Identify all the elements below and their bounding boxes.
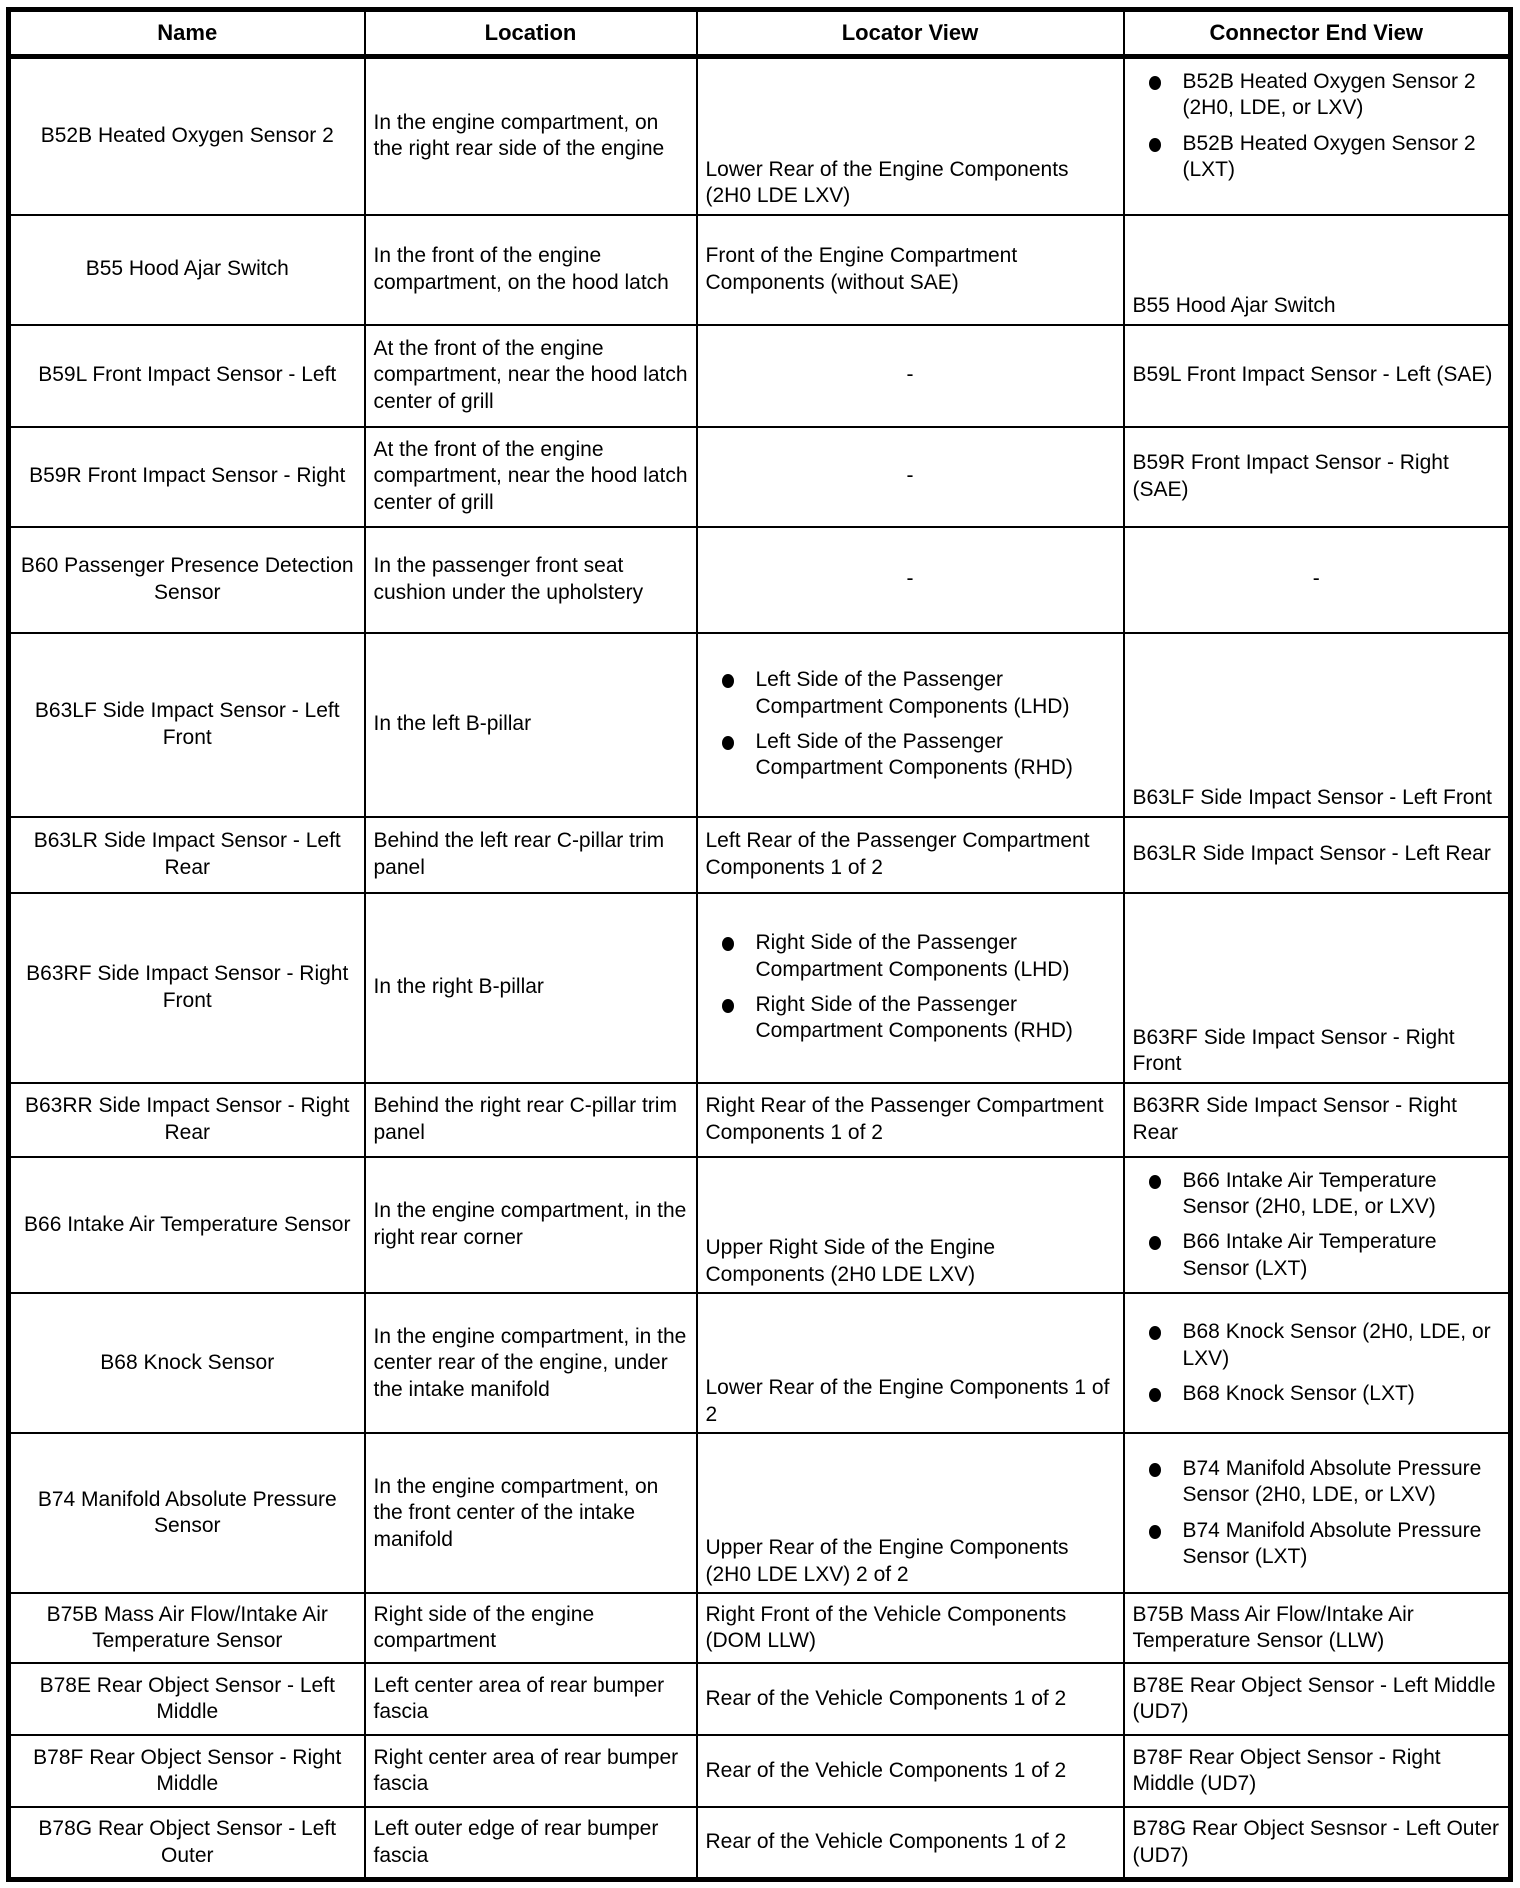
table-row xyxy=(9,1735,1511,1807)
locator-view-cell xyxy=(697,817,1124,893)
locator-view-cell xyxy=(697,215,1124,325)
location-text: Left center area of rear bumper fascia xyxy=(373,1673,665,1724)
location-cell xyxy=(365,1807,697,1879)
locator-text: Right Front of the Vehicle Components (DOM LLW) xyxy=(705,1602,1067,1653)
locator-bullet-list xyxy=(706,667,1115,782)
connector-text: B63LF Side Impact Sensor - Left Front xyxy=(1132,786,1493,810)
location-text: In the engine compartment, in the right rear corner xyxy=(373,1199,687,1249)
table-row xyxy=(9,427,1511,527)
component-name: B63LF Side Impact Sensor - Left Front xyxy=(34,699,340,749)
connector-end-view-cell xyxy=(1124,1433,1511,1593)
table-row xyxy=(9,633,1511,817)
locator-text: Upper Right Side of the Engine Components (2H0 LDE LXV) xyxy=(705,1236,996,1286)
locator-view-cell xyxy=(697,1807,1124,1879)
connector-item: B66 Intake Air Temperature Sensor (LXT) xyxy=(1133,1229,1501,1282)
location-cell xyxy=(365,57,697,215)
locator-text: Rear of the Vehicle Components 1 of 2 xyxy=(705,1830,1067,1854)
location-text: In the engine compartment, on the front center of the intake manifold xyxy=(373,1474,659,1551)
locator-item: Right Side of the Passenger Compartment Components (LHD) xyxy=(706,930,1115,983)
connector-text: B59R Front Impact Sensor - Right (SAE) xyxy=(1132,451,1449,501)
connector-end-view-cell xyxy=(1124,325,1511,427)
location-cell xyxy=(365,1735,697,1807)
name-cell xyxy=(9,57,365,215)
column-header-locator-view: Locator View xyxy=(697,10,1124,57)
name-cell xyxy=(9,527,365,633)
locator-view-cell xyxy=(697,1433,1124,1593)
connector-text: B75B Mass Air Flow/Intake Air Temperature Sensor (LLW) xyxy=(1132,1602,1414,1653)
connector-item: B66 Intake Air Temperature Sensor (2H0, LDE, or LXV) xyxy=(1133,1168,1501,1221)
locator-item: Right Side of the Passenger Compartment Components (RHD) xyxy=(706,992,1115,1045)
connector-end-view-cell xyxy=(1124,1807,1511,1879)
locator-dash: - xyxy=(906,363,914,387)
connector-end-view-cell xyxy=(1124,1157,1511,1294)
name-cell xyxy=(9,215,365,325)
location-cell xyxy=(365,1433,697,1593)
location-cell xyxy=(365,1593,697,1663)
component-name: B63LR Side Impact Sensor - Left Rear xyxy=(33,829,341,879)
table-row xyxy=(9,527,1511,633)
table-row xyxy=(9,57,1511,215)
connector-text: B55 Hood Ajar Switch xyxy=(1132,294,1336,318)
locator-text: Rear of the Vehicle Components 1 of 2 xyxy=(705,1759,1067,1783)
locator-dash: - xyxy=(906,567,914,591)
component-name: B74 Manifold Absolute Pressure Sensor xyxy=(37,1487,337,1538)
name-cell xyxy=(9,1663,365,1735)
locator-view-cell xyxy=(697,1735,1124,1807)
table-row xyxy=(9,817,1511,893)
locator-text: Lower Rear of the Engine Components (2H0 LDE LXV) xyxy=(705,157,1069,208)
connector-item: B74 Manifold Absolute Pressure Sensor (2H0, LDE, or LXV) xyxy=(1133,1456,1501,1509)
connector-text: B63LR Side Impact Sensor - Left Rear xyxy=(1132,842,1491,866)
locator-bullet-list xyxy=(706,930,1115,1045)
component-name: B60 Passenger Presence Detection Sensor xyxy=(20,554,354,604)
connector-text: B63RF Side Impact Sensor - Right Front xyxy=(1132,1025,1455,1076)
location-cell xyxy=(365,527,697,633)
location-text: In the engine compartment, in the center rear of the engine, under the intake manifold xyxy=(373,1324,687,1401)
connector-end-view-cell xyxy=(1124,527,1511,633)
locator-text: Left Rear of the Passenger Compartment Components 1 of 2 xyxy=(705,829,1090,879)
connector-dash: - xyxy=(1312,567,1320,591)
location-cell xyxy=(365,325,697,427)
location-cell xyxy=(365,893,697,1083)
locator-item: Left Side of the Passenger Compartment Components (RHD) xyxy=(706,729,1115,782)
component-name: B75B Mass Air Flow/Intake Air Temperature Sensor xyxy=(46,1602,328,1653)
location-text: Behind the left rear C-pillar trim panel xyxy=(373,829,665,879)
component-name: B78E Rear Object Sensor - Left Middle xyxy=(39,1673,335,1724)
component-name: B78F Rear Object Sensor - Right Middle xyxy=(33,1745,342,1796)
name-cell xyxy=(9,633,365,817)
connector-text: B78E Rear Object Sensor - Left Middle (UD7) xyxy=(1132,1673,1496,1724)
location-text: Right side of the engine compartment xyxy=(373,1602,595,1653)
connector-item: B74 Manifold Absolute Pressure Sensor (LXT) xyxy=(1133,1518,1501,1571)
component-name: B66 Intake Air Temperature Sensor xyxy=(24,1212,351,1236)
column-header-connector-end-view: Connector End View xyxy=(1124,10,1511,57)
connector-item: B52B Heated Oxygen Sensor 2 (LXT) xyxy=(1133,131,1501,184)
locator-view-cell xyxy=(697,1293,1124,1433)
name-cell xyxy=(9,817,365,893)
locator-view-cell xyxy=(697,325,1124,427)
locator-text: Front of the Engine Compartment Components (without SAE) xyxy=(705,244,1018,294)
table-row xyxy=(9,1807,1511,1879)
locator-view-cell xyxy=(697,893,1124,1083)
table-row xyxy=(9,1433,1511,1593)
connector-text: B63RR Side Impact Sensor - Right Rear xyxy=(1132,1094,1457,1144)
connector-end-view-cell xyxy=(1124,1083,1511,1157)
connector-end-view-cell xyxy=(1124,1293,1511,1433)
name-cell xyxy=(9,1735,365,1807)
name-cell xyxy=(9,893,365,1083)
name-cell xyxy=(9,1593,365,1663)
table-row xyxy=(9,1293,1511,1433)
location-text: In the left B-pillar xyxy=(373,712,532,736)
component-name: B68 Knock Sensor xyxy=(100,1351,275,1375)
location-text: At the front of the engine compartment, near the hood latch center of grill xyxy=(373,336,688,413)
component-name: B59R Front Impact Sensor - Right xyxy=(29,464,346,488)
table-row xyxy=(9,1083,1511,1157)
connector-end-view-cell xyxy=(1124,817,1511,893)
name-cell xyxy=(9,1433,365,1593)
name-cell xyxy=(9,1807,365,1879)
table-row xyxy=(9,1663,1511,1735)
locator-view-cell xyxy=(697,527,1124,633)
header-row xyxy=(9,10,1511,57)
location-cell xyxy=(365,633,697,817)
name-cell xyxy=(9,325,365,427)
locator-view-cell xyxy=(697,1157,1124,1294)
connector-text: B78F Rear Object Sensor - Right Middle (UD7) xyxy=(1132,1745,1441,1796)
table-row xyxy=(9,1157,1511,1294)
component-name: B63RR Side Impact Sensor - Right Rear xyxy=(25,1094,350,1144)
location-cell xyxy=(365,1663,697,1735)
connector-end-view-cell xyxy=(1124,1735,1511,1807)
connector-text: B59L Front Impact Sensor - Left (SAE) xyxy=(1132,363,1493,387)
connector-end-view-cell xyxy=(1124,1663,1511,1735)
location-text: In the right B-pillar xyxy=(373,975,544,999)
locator-text: Rear of the Vehicle Components 1 of 2 xyxy=(705,1687,1067,1711)
name-cell xyxy=(9,1157,365,1294)
component-name: B78G Rear Object Sensor - Left Outer xyxy=(38,1817,337,1867)
component-name: B59L Front Impact Sensor - Left xyxy=(38,363,337,387)
connector-end-view-cell xyxy=(1124,893,1511,1083)
name-cell xyxy=(9,1083,365,1157)
location-text: In the passenger front seat cushion under the upholstery xyxy=(373,554,644,604)
locator-view-cell xyxy=(697,57,1124,215)
locator-view-cell xyxy=(697,1663,1124,1735)
locator-view-cell xyxy=(697,1593,1124,1663)
connector-end-view-cell xyxy=(1124,57,1511,215)
connector-item: B68 Knock Sensor (2H0, LDE, or LXV) xyxy=(1133,1319,1501,1372)
location-cell xyxy=(365,427,697,527)
location-text: Behind the right rear C-pillar trim panel xyxy=(373,1094,677,1144)
connector-text: B78G Rear Object Sesnsor - Left Outer (UD7) xyxy=(1132,1817,1499,1867)
connector-end-view-cell xyxy=(1124,1593,1511,1663)
table-row xyxy=(9,325,1511,427)
location-cell xyxy=(365,1157,697,1294)
location-cell xyxy=(365,1293,697,1433)
column-header-name: Name xyxy=(9,10,365,57)
connector-bullet-list xyxy=(1133,1168,1501,1283)
location-cell xyxy=(365,1083,697,1157)
location-cell xyxy=(365,817,697,893)
name-cell xyxy=(9,427,365,527)
connector-end-view-cell xyxy=(1124,427,1511,527)
connector-end-view-cell xyxy=(1124,215,1511,325)
table-row xyxy=(9,215,1511,325)
table-row xyxy=(9,1593,1511,1663)
connector-bullet-list xyxy=(1133,69,1501,184)
connector-end-view-cell xyxy=(1124,633,1511,817)
location-text: In the front of the engine compartment, on the hood latch xyxy=(373,244,669,294)
connector-bullet-list xyxy=(1133,1319,1501,1407)
table-row xyxy=(9,893,1511,1083)
component-locator-table xyxy=(6,7,1513,1882)
locator-view-cell xyxy=(697,633,1124,817)
location-cell xyxy=(365,215,697,325)
component-name: B63RF Side Impact Sensor - Right Front xyxy=(26,962,349,1012)
location-text: Right center area of rear bumper fascia xyxy=(373,1745,679,1796)
locator-text: Right Rear of the Passenger Compartment Components 1 of 2 xyxy=(705,1094,1104,1144)
connector-item: B68 Knock Sensor (LXT) xyxy=(1133,1381,1501,1407)
name-cell xyxy=(9,1293,365,1433)
locator-dash: - xyxy=(906,464,914,488)
location-text: At the front of the engine compartment, near the hood latch center of grill xyxy=(373,437,688,514)
component-name: B55 Hood Ajar Switch xyxy=(85,257,289,281)
locator-text: Upper Rear of the Engine Components (2H0 LDE LXV) 2 of 2 xyxy=(705,1536,1069,1586)
component-name: B52B Heated Oxygen Sensor 2 xyxy=(40,124,334,148)
column-header-location: Location xyxy=(365,10,697,57)
locator-text: Lower Rear of the Engine Components 1 of 2 xyxy=(705,1376,1110,1426)
location-text: In the engine compartment, on the right rear side of the engine xyxy=(373,110,665,161)
connector-item: B52B Heated Oxygen Sensor 2 (2H0, LDE, or LXV) xyxy=(1133,69,1501,122)
locator-view-cell xyxy=(697,427,1124,527)
location-text: Left outer edge of rear bumper fascia xyxy=(373,1817,659,1867)
locator-view-cell xyxy=(697,1083,1124,1157)
locator-item: Left Side of the Passenger Compartment Components (LHD) xyxy=(706,667,1115,720)
connector-bullet-list xyxy=(1133,1456,1501,1571)
